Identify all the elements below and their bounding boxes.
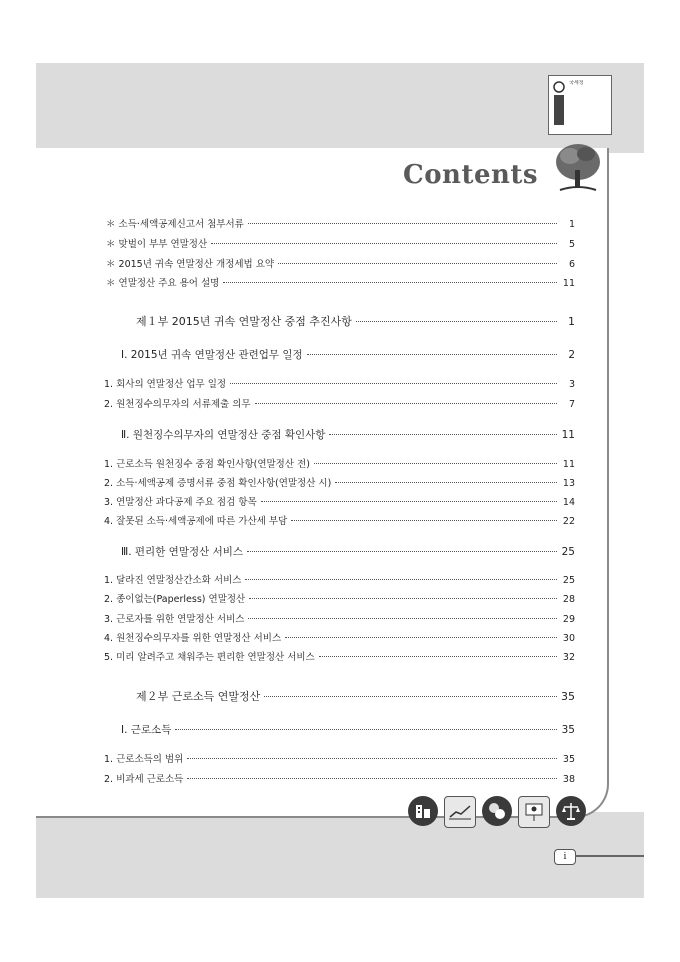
toc-entry-page: 14	[562, 497, 575, 508]
chart-icon	[444, 796, 476, 828]
toc-entry-label: 1. 근로소득의 범위	[104, 754, 184, 765]
toc-entry[interactable]	[106, 236, 575, 250]
toc-entry[interactable]	[106, 275, 575, 289]
building-icon	[408, 796, 438, 826]
toc-entry[interactable]	[104, 376, 575, 390]
toc-entry-label: 4. 원천징수의무자를 위한 연말정산 서비스	[104, 633, 282, 644]
toc-part-1[interactable]	[136, 313, 575, 329]
toc-chapter-page: 2	[568, 349, 575, 361]
toc-entry[interactable]	[104, 513, 575, 527]
toc-entry-label: 4. 잘못된 소득·세액공제에 따른 가산세 부담	[104, 516, 288, 527]
leader-dots	[314, 463, 557, 464]
leader-dots	[249, 598, 557, 599]
toc-chapter-page: 25	[561, 546, 575, 558]
footer-icons	[408, 796, 586, 828]
page-title: Contents	[403, 160, 539, 190]
toc-part-2[interactable]	[136, 688, 575, 704]
toc-entry[interactable]	[104, 649, 575, 663]
toc-entry-label: ＊ 2015년 귀속 연말정산 개정세법 요약	[106, 259, 275, 270]
toc-entry-label: 2. 소득·세액공제 증명서류 중점 확인사항(연말정산 시)	[104, 478, 332, 489]
toc-entry[interactable]	[106, 256, 575, 270]
toc-part-page: 1	[568, 315, 575, 328]
toc-entry-page: 28	[562, 594, 575, 605]
toc-entry-label: 3. 근로자를 위한 연말정산 서비스	[104, 614, 245, 625]
page-number-rule	[575, 855, 644, 857]
leader-dots	[278, 263, 557, 264]
toc-entry[interactable]	[104, 630, 575, 644]
toc-entry-label: 2. 종이없는(Paperless) 연말정산	[104, 594, 246, 605]
qr-label: 국세청	[569, 80, 584, 86]
toc-entry-label: 1. 달라진 연말정산간소화 서비스	[104, 575, 242, 586]
toc-entry-label: 5. 미리 알려주고 채워주는 편리한 연말정산 서비스	[104, 652, 315, 663]
toc-entry-page: 25	[562, 575, 575, 586]
toc-entry[interactable]	[104, 396, 575, 410]
toc-chapter[interactable]	[121, 427, 575, 442]
leader-dots	[285, 637, 557, 638]
toc-entry[interactable]	[104, 771, 575, 785]
page-number: i	[554, 849, 576, 865]
leader-dots	[264, 696, 557, 697]
toc-entry[interactable]	[104, 751, 575, 765]
toc-part-page: 35	[561, 690, 575, 703]
toc-chapter[interactable]	[121, 722, 575, 737]
toc-part-label: 제２부 근로소득 연말정산	[136, 690, 261, 703]
toc-entry-page: 7	[568, 399, 575, 410]
toc-entry[interactable]	[104, 494, 575, 508]
leader-dots	[329, 434, 557, 435]
toc-entry-page: 1	[568, 219, 575, 230]
toc-entry-label: ＊ 연말정산 주요 용어 설명	[106, 278, 220, 289]
toc-entry-page: 30	[562, 633, 575, 644]
toc-entry-page: 11	[562, 278, 575, 289]
toc-part-label: 제１부 2015년 귀속 연말정산 중점 추진사항	[136, 315, 352, 328]
toc-entry[interactable]	[104, 456, 575, 470]
leader-dots	[223, 282, 557, 283]
toc-entry[interactable]	[104, 611, 575, 625]
leader-dots	[291, 520, 557, 521]
toc-chapter-label: Ⅰ. 2015년 귀속 연말정산 관련업무 일정	[121, 349, 303, 361]
leader-dots	[211, 243, 557, 244]
leader-dots	[248, 223, 557, 224]
toc-entry-label: 1. 회사의 연말정산 업무 일정	[104, 379, 227, 390]
toc-chapter[interactable]	[121, 544, 575, 559]
leader-dots	[307, 354, 557, 355]
toc-chapter-label: Ⅲ. 편리한 연말정산 서비스	[121, 546, 244, 558]
leader-dots	[356, 321, 557, 322]
coins-icon	[482, 796, 512, 826]
leader-dots	[261, 501, 557, 502]
toc-entry[interactable]	[104, 475, 575, 489]
toc-entry-label: 1. 근로소득 원천징수 중점 확인사항(연말정산 전)	[104, 459, 310, 470]
leader-dots	[245, 579, 557, 580]
leader-dots	[335, 482, 557, 483]
toc-entry-page: 11	[562, 459, 575, 470]
toc-chapter-page: 11	[561, 429, 575, 441]
toc-entry-label: ＊ 소득·세액공제신고서 첨부서류	[106, 219, 244, 230]
toc-entry-page: 13	[562, 478, 575, 489]
toc-entry-page: 22	[562, 516, 575, 527]
leader-dots	[319, 656, 557, 657]
toc-entry-label: 2. 비과세 근로소득	[104, 774, 184, 785]
toc-entry-page: 3	[568, 379, 575, 390]
toc-entry-page: 29	[562, 614, 575, 625]
toc-entry-page: 32	[562, 652, 575, 663]
leader-dots	[175, 729, 557, 730]
toc-chapter-label: Ⅰ. 근로소득	[121, 724, 172, 736]
toc-entry-page: 6	[568, 259, 575, 270]
toc-entry-page: 35	[562, 754, 575, 765]
leader-dots	[255, 403, 557, 404]
presentation-icon	[518, 796, 550, 828]
toc-chapter-label: Ⅱ. 원천징수의무자의 연말정산 중점 확인사항	[121, 429, 326, 441]
toc-entry-label: 2. 원천징수의무자의 서류제출 의무	[104, 399, 251, 410]
toc-entry[interactable]	[104, 591, 575, 605]
leader-dots	[187, 778, 557, 779]
toc-entry[interactable]	[106, 216, 575, 230]
leader-dots	[230, 383, 557, 384]
toc-entry-label: 3. 연말정산 과다공제 주요 점검 항목	[104, 497, 257, 508]
leader-dots	[247, 551, 557, 552]
toc-entry[interactable]	[104, 572, 575, 586]
toc-entry-label: ＊ 맞벌이 부부 연말정산	[106, 239, 208, 250]
leader-dots	[187, 758, 557, 759]
toc-entry-page: 38	[562, 774, 575, 785]
toc-chapter-page: 35	[561, 724, 575, 736]
toc-entry-page: 5	[568, 239, 575, 250]
toc-chapter[interactable]	[121, 347, 575, 362]
leader-dots	[248, 618, 557, 619]
scales-icon	[556, 796, 586, 826]
